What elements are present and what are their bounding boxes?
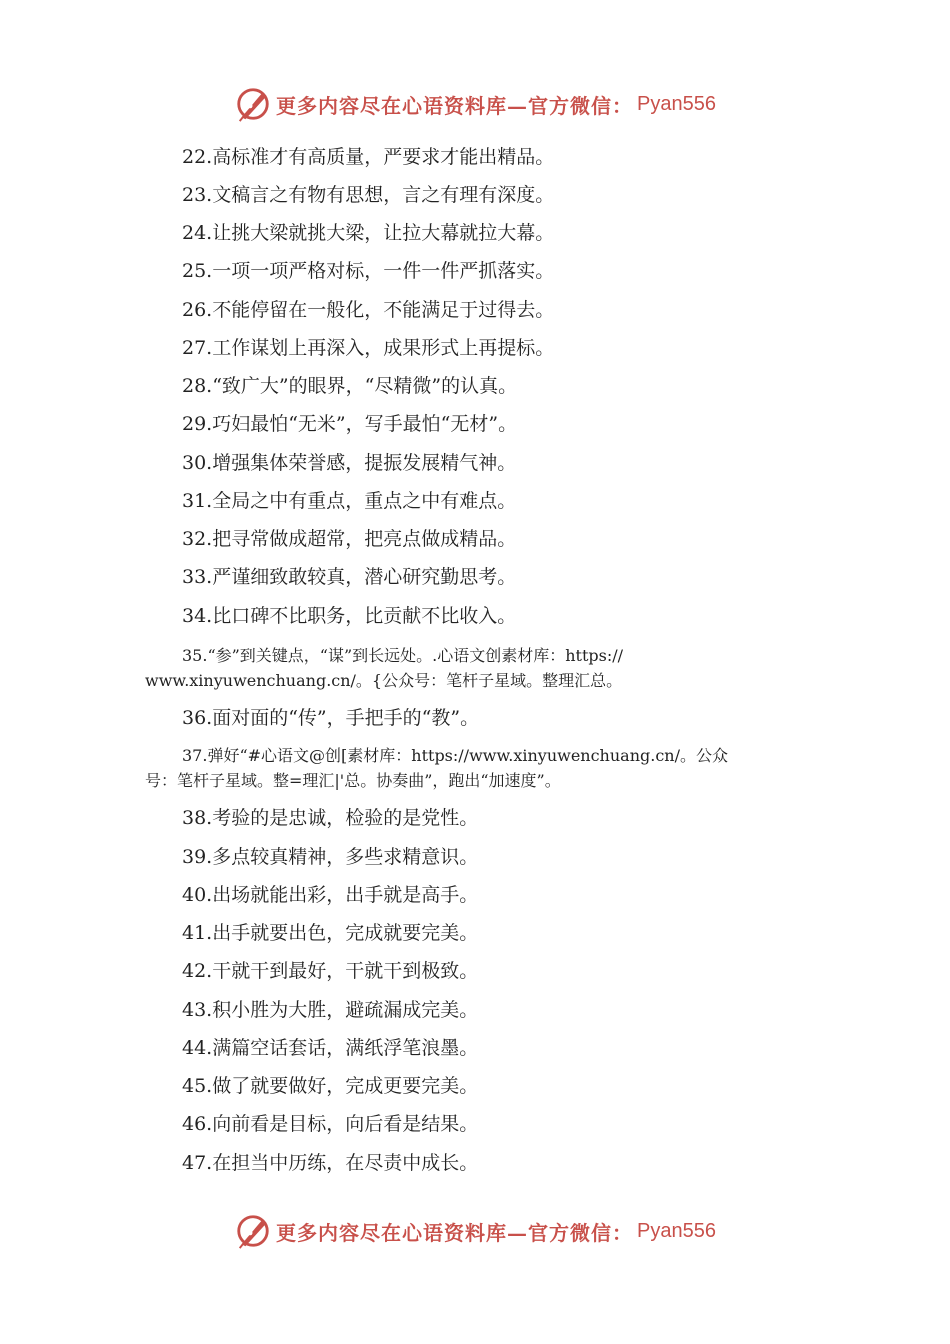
header-banner-text: 更多内容尽在心语资料库—官方微信： bbox=[276, 93, 634, 118]
list-item: 32.把寻常做成超常，把亮点做成精品。 bbox=[182, 528, 517, 550]
list-item: 43.积小胜为大胜，避疏漏成完美。 bbox=[182, 999, 479, 1021]
list-item: 30.增强集体荣誉感，提振发展精气神。 bbox=[182, 452, 517, 474]
list-item: 46.向前看是目标，向后看是结果。 bbox=[182, 1113, 479, 1135]
list-item: 24.让挑大梁就挑大梁，让拉大幕就拉大幕。 bbox=[182, 222, 555, 244]
list-item-37 bbox=[145, 743, 810, 793]
list-item: 44.满篇空话套话，满纸浮笔浪墨。 bbox=[182, 1037, 479, 1059]
list-item-35 bbox=[145, 643, 810, 693]
list-item: 47.在担当中历练，在尽责中成长。 bbox=[182, 1152, 479, 1174]
list-item: 27.工作谋划上再深入，成果形式上再提标。 bbox=[182, 337, 555, 359]
list-item: 34.比口碑不比职务，比贡献不比收入。 bbox=[182, 605, 517, 627]
list-item: 26.不能停留在一般化，不能满足于过得去。 bbox=[182, 299, 555, 321]
list-item: 25.一项一项严格对标，一件一件严抓落实。 bbox=[182, 260, 555, 282]
header-banner bbox=[0, 82, 950, 126]
quill-logo-icon bbox=[234, 85, 272, 123]
list-item: 33.严谨细致敢较真，潜心研究勤思考。 bbox=[182, 566, 517, 588]
list-item-35-line1: 35.“参”到关键点，“谋”到长远处。.心语文创素材库：https:// bbox=[182, 646, 624, 665]
list-item-37-line1: 37.弹好“#心语文@创[素材库：https://www.xinyuwenchuang.cn/。公众 bbox=[182, 746, 728, 765]
list-item-37-line2: 号：笔杆子星域。整=理汇|'总。协奏曲”，跑出“加速度”。 bbox=[145, 771, 561, 790]
quill-logo-icon bbox=[234, 1212, 272, 1250]
footer-banner bbox=[0, 1209, 950, 1253]
list-item: 29.巧妇最怕“无米”，写手最怕“无材”。 bbox=[182, 413, 518, 435]
list-item: 36.面对面的“传”，手把手的“教”。 bbox=[182, 707, 480, 729]
footer-banner-wechat-id: Pyan556 bbox=[637, 1219, 716, 1242]
list-item: 45.做了就要做好，完成更要完美。 bbox=[182, 1075, 479, 1097]
footer-banner-text: 更多内容尽在心语资料库—官方微信： bbox=[276, 1220, 634, 1245]
list-item: 28.“致广大”的眼界，“尽精微”的认真。 bbox=[182, 375, 518, 397]
list-item: 22.高标准才有高质量，严要求才能出精品。 bbox=[182, 146, 555, 168]
list-item: 23.文稿言之有物有思想，言之有理有深度。 bbox=[182, 184, 555, 206]
list-item-35-line2: www.xinyuwenchuang.cn/。{公众号：笔杆子星域。整理汇总。 bbox=[145, 671, 623, 690]
list-item: 39.多点较真精神，多些求精意识。 bbox=[182, 846, 479, 868]
list-item: 38.考验的是忠诚，检验的是党性。 bbox=[182, 807, 479, 829]
list-item: 31.全局之中有重点，重点之中有难点。 bbox=[182, 490, 517, 512]
list-item: 40.出场就能出彩，出手就是高手。 bbox=[182, 884, 479, 906]
header-banner-wechat-id: Pyan556 bbox=[637, 92, 716, 115]
list-item: 41.出手就要出色，完成就要完美。 bbox=[182, 922, 479, 944]
list-item: 42.干就干到最好，干就干到极致。 bbox=[182, 960, 479, 982]
